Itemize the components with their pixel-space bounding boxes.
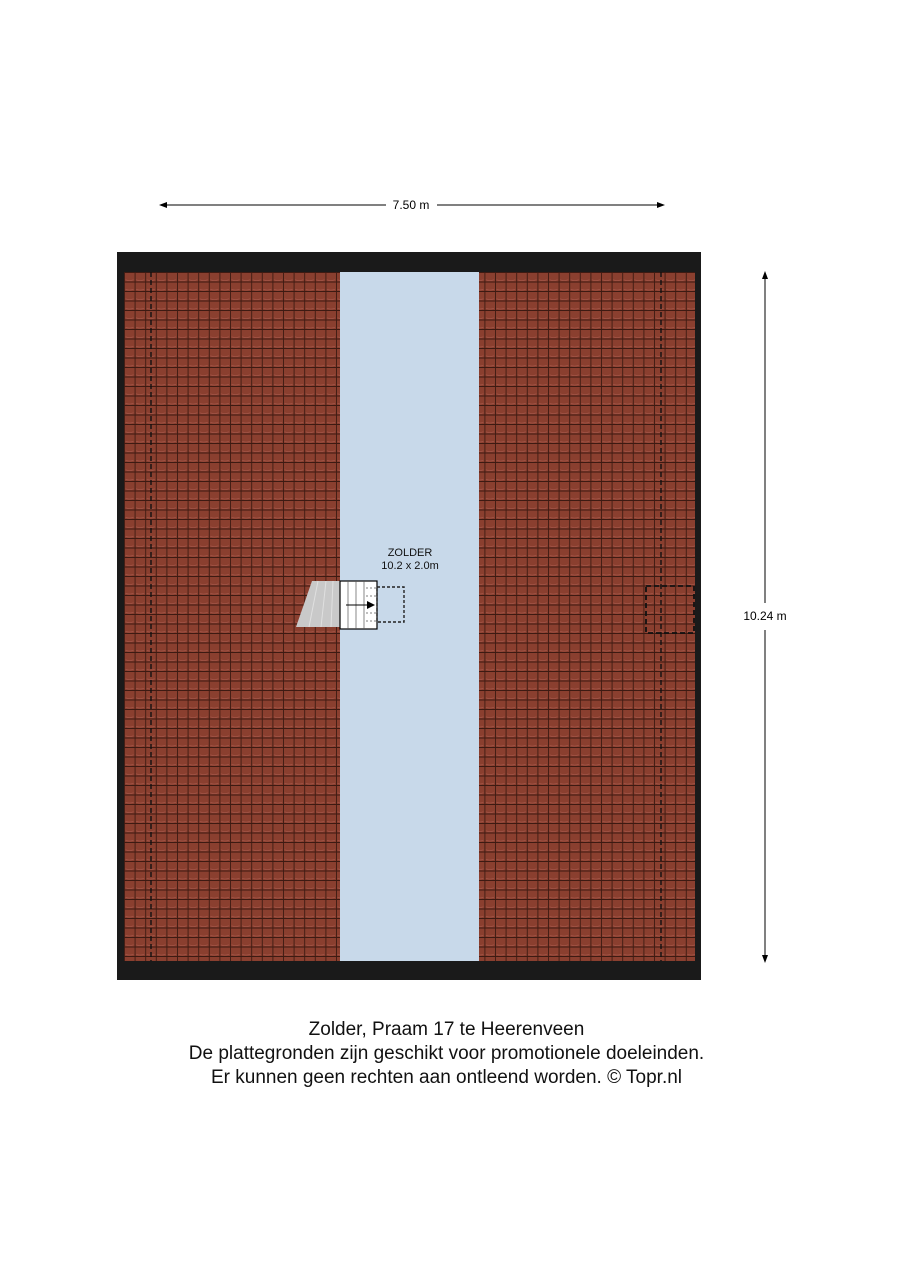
- arrow-up-icon: [762, 271, 768, 279]
- caption: [0, 1018, 905, 1090]
- caption-title: Zolder, Praam 17 te Heerenveen: [308, 1019, 585, 1040]
- arrow-right-icon: [657, 202, 665, 208]
- caption-disclaimer-2: Er kunnen geen rechten aan ontleend worden. © Topr.nl: [210, 1067, 683, 1088]
- roof-slope-right: [479, 272, 695, 961]
- arrow-down-icon: [762, 955, 768, 963]
- room-name: ZOLDER: [387, 547, 433, 559]
- caption-disclaimer-1: De plattegronden zijn geschikt voor promotionele doeleinden.: [188, 1043, 705, 1064]
- width-label: 7.50 m: [392, 198, 430, 212]
- height-label: 10.24 m: [743, 609, 787, 623]
- height-dimension: [743, 271, 786, 963]
- room-size: 10.2 x 2.0m: [381, 560, 439, 572]
- width-dimension: [159, 198, 665, 212]
- arrow-left-icon: [159, 202, 167, 208]
